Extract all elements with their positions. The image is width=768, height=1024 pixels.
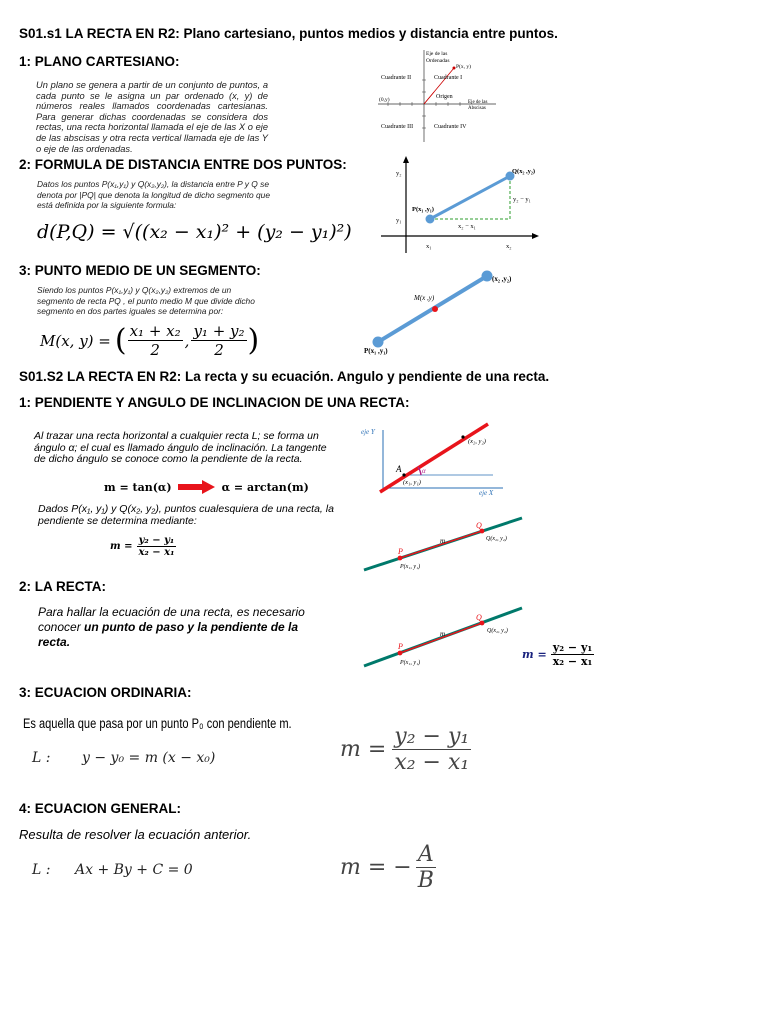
midpoint-lhs: M(x, y) = [40, 331, 111, 350]
p-point [426, 215, 435, 224]
p-point [398, 651, 403, 656]
distancia-text: Datos los puntos P(x₁,y₁) y Q(x₂,y₂), la distancia entre P y Q se denota por |PQ| que denota la longitud de dicho segmento que está definida por la siguiente formula: [37, 179, 270, 210]
slope-figure [360, 512, 530, 574]
a-label: A [396, 464, 402, 474]
open-paren: ( [114, 323, 127, 358]
p-label: P(x₁ ,y₁) [364, 347, 388, 355]
alpha-label: α [422, 467, 426, 475]
slope-formula-4: m = − $\frac{A}{B}$ [340, 842, 434, 893]
cartesian-plane-figure [376, 46, 498, 144]
m-point [432, 306, 438, 312]
line-l [380, 424, 488, 492]
recta-text: Para hallar la ecuación de una recta, es necesario conocer un punto de paso y la pendiente de la recta. [38, 605, 305, 649]
q-label: Q [476, 613, 482, 622]
distance-figure [376, 155, 546, 255]
p-coord: P(x₁, y₁) [400, 564, 421, 570]
y-axis-label-2: Ordenadas [426, 58, 450, 64]
inclination-figure [355, 422, 515, 502]
midpoint-x-fraction: $\frac{\text{x₁ + x₂}}{2}$ [129, 322, 181, 359]
quadrant-4: Cuadrante IV [434, 124, 467, 130]
q-coord: Q(x₂, y₂) [487, 628, 508, 634]
midpoint-figure [360, 266, 540, 356]
b-point [461, 435, 464, 438]
slope-formula-3: m = $\frac{\text{y₂ − y₁}}{\text{x₂ − x₁}}$ [340, 724, 470, 775]
section1-title: S01.s1 LA RECTA EN R2: Plano cartesiano, puntos medios y distancia entre puntos. [19, 26, 558, 41]
pendiente-heading: 1: PENDIENTE Y ANGULO DE INCLINACION DE UNA RECTA: [19, 395, 410, 410]
q-label: Q(x₂ ,y₂) [512, 168, 536, 175]
x-axis-label: eje X [479, 489, 494, 497]
pendiente-text2: Dados P(x₁, y₁) y Q(x₂, y₂), puntos cualesquiera de una recta, la pendiente se determina mediante: [38, 503, 334, 527]
comma: , [184, 331, 190, 350]
m-label: m [440, 630, 446, 638]
ordinaria-text: Es aquella que pasa por un punto P₀ con pendiente m. [23, 716, 292, 731]
y2-label: y₂ [396, 170, 402, 177]
q-point [482, 271, 493, 282]
slope-formula-1: m = $\frac{\text{y₂ − y₁}}{\text{x₂ − x₁}}$ [110, 535, 175, 558]
y-axis-label: eje Y [361, 428, 375, 436]
ordinaria-heading: 3: ECUACION ORDINARIA: [19, 685, 192, 700]
distance-formula: d(P,Q) = √((x₂ − x₁)² + (y₂ − y₁)²) [37, 221, 352, 243]
point-label: P(x, y) [456, 64, 471, 70]
m-label: M(x ,y) [414, 294, 435, 302]
p-label: P [398, 547, 403, 556]
q-label: (x₂ ,y₂) [492, 275, 512, 283]
quadrant-1: Cuadrante I [434, 75, 463, 81]
distancia-heading: 2: FORMULA DE DISTANCIA ENTRE DOS PUNTOS: [19, 157, 347, 172]
p-coord: (x₁, y₁) [403, 479, 421, 486]
y-axis-label-1: Eje de las [426, 51, 448, 57]
q-coord: (x₂, y₂) [468, 438, 486, 445]
neg-point-label: (0,y) [379, 97, 390, 103]
origin-arrow [424, 92, 434, 104]
y1-label: y₁ [396, 217, 402, 224]
plano-text: Un plano se genera a partir de un conjunto de puntos, a cada punto se le asigna un par ordenado (x, y) de números reales llamados coordenadas cartesianas. Para generar dichas coordenadas se considera dos rectas, una recta horizontal llamada el eje de las X o eje de las abscisas y otra recta vertical llamada eje de las Y o eje de las ordenadas. [36, 80, 268, 154]
p-label: P(x₁ ,y₁) [412, 206, 434, 213]
midpoint-y-fraction: $\frac{\text{y₁ + y₂}}{2}$ [193, 322, 245, 359]
punto-medio-text: Siendo los puntos P(x₁,y₁) y Q(x₂,y₂) extremos de un segmento de recta PQ , el punto medio M que divide dicho segmento en dos partes iguales se determina por: [37, 285, 255, 316]
x-axis-label-2: Abscisas [468, 106, 486, 111]
general-equation: Ax + By + C = 0 [75, 862, 193, 878]
punto-medio-heading: 3: PUNTO MEDIO DE UN SEGMENTO: [19, 263, 261, 278]
right-arrow-icon [178, 480, 216, 494]
quadrant-3: Cuadrante III [381, 124, 414, 130]
section2-title: S01.S2 LA RECTA EN R2: La recta y su ecuación. Angulo y pendiente de una recta. [19, 369, 550, 384]
pq-segment [400, 623, 482, 653]
recta-heading: 2: LA RECTA: [19, 579, 106, 594]
a-point [402, 473, 405, 476]
general-text: Resulta de resolver la ecuación anterior. [19, 827, 252, 842]
m-label: m [440, 537, 446, 545]
recta-figure [360, 602, 530, 670]
general-heading: 4: ECUACION GENERAL: [19, 801, 182, 816]
dy-label: y₂ − y₁ [513, 196, 531, 203]
quadrant-2: Cuadrante II [381, 75, 412, 81]
x-arrow [532, 233, 539, 239]
dx-label: x₂ − x₁ [458, 223, 476, 230]
arctan-equation: α = arctan(m) [221, 480, 309, 494]
p-point [398, 556, 403, 561]
x-axis-label-1: Eje de las [468, 100, 488, 105]
y-arrow [403, 156, 409, 163]
segment-pq [430, 176, 510, 219]
slope-formula-2: m = $\frac{\text{y₂ − y₁}}{\text{x₂ − x₁}}$ [522, 641, 593, 668]
tan-equation: m = tan(α) [104, 480, 172, 494]
q-label: Q [476, 521, 482, 530]
ordinaria-eq-l: L : [32, 750, 51, 766]
recta-text-bold: un punto de paso y la pendiente de la recta. [38, 620, 299, 649]
origin-label: Origen [436, 94, 453, 100]
p-label: P [398, 642, 403, 651]
close-paren: ) [247, 323, 260, 358]
q-coord: Q(x₂, y₂) [486, 536, 507, 542]
pendiente-text: Al trazar una recta horizontal a cualquier recta L; se forma un ángulo α; el cual es llamado ángulo de inclinación. La tangente de dicho ángulo se conoce como la pendiente de la recta. [34, 430, 327, 465]
midpoint-formula [40, 322, 259, 359]
p-coord: P(x₁, y₁) [400, 660, 421, 666]
x2-label: x₂ [506, 243, 512, 250]
x1-label: x₁ [426, 243, 432, 250]
tan-equation-row [104, 480, 309, 494]
p-point [373, 337, 384, 348]
ordinaria-equation: y − y₀ = m (x − x₀) [82, 750, 216, 766]
plano-heading: 1: PLANO CARTESIANO: [19, 54, 180, 69]
general-eq-l: L : [32, 862, 51, 878]
